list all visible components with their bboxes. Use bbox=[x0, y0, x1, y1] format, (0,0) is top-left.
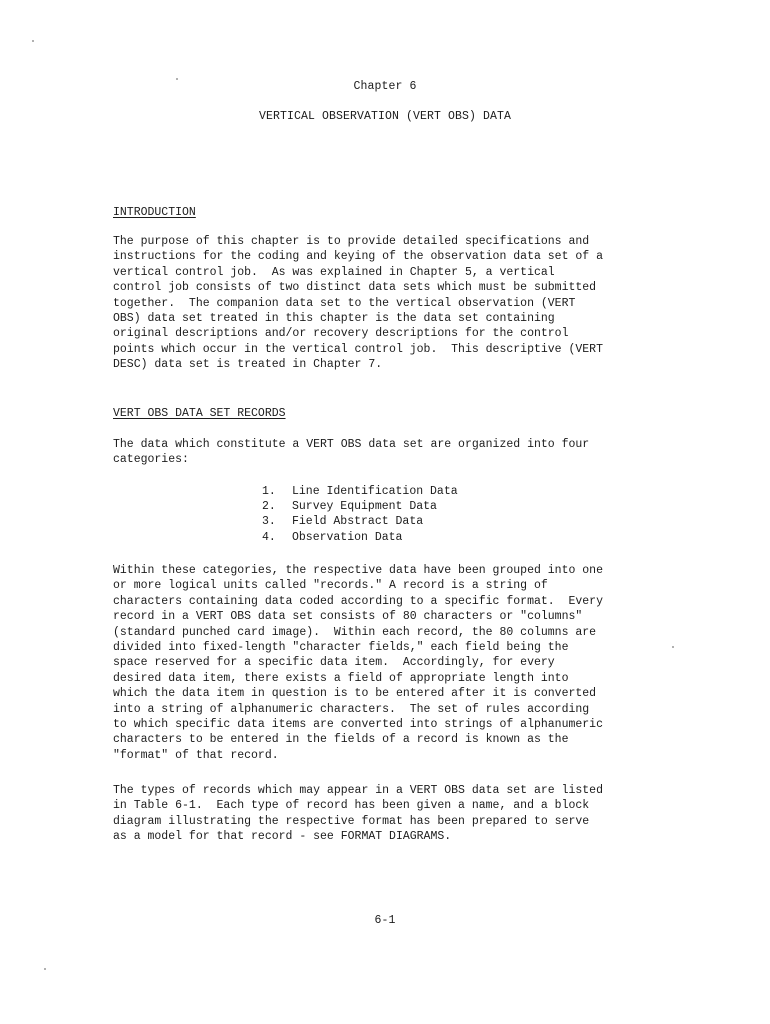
text-line: to which specific data items are converted into strings of alphanumeric bbox=[113, 718, 603, 732]
text-line: desired data item, there exists a field of appropriate length into bbox=[113, 671, 569, 685]
text-line: record in a VERT OBS data set consists of 80 characters or "columns" bbox=[113, 610, 583, 624]
categories-list bbox=[262, 484, 458, 545]
text-line: divided into fixed-length "character fields," each field being the bbox=[113, 641, 569, 655]
records-intro-paragraph bbox=[113, 437, 658, 468]
text-line: Within these categories, the respective data have been grouped into one bbox=[113, 564, 603, 577]
text-line: vertical control job. As was explained in Chapter 5, a vertical bbox=[113, 265, 555, 279]
text-line: in Table 6-1. Each type of record has been given a name, and a block bbox=[113, 799, 590, 813]
text-line: instructions for the coding and keying of the observation data set of a bbox=[113, 250, 603, 264]
text-line: as a model for that record - see FORMAT DIAGRAMS. bbox=[113, 830, 452, 844]
text-line: "format" of that record. bbox=[113, 748, 279, 762]
introduction-paragraph bbox=[113, 234, 658, 373]
text-line: The data which constitute a VERT OBS data set are organized into four bbox=[113, 438, 590, 451]
text-line: (standard punched card image). Within each record, the 80 columns are bbox=[113, 625, 597, 639]
list-item bbox=[262, 499, 458, 514]
text-line: OBS) data set treated in this chapter is the data set containing bbox=[113, 312, 555, 326]
text-line: control job consists of two distinct data sets which must be submitted bbox=[113, 281, 597, 295]
text-line: points which occur in the vertical control job. This descriptive (VERT bbox=[113, 342, 603, 356]
list-item bbox=[262, 530, 458, 545]
section-heading-introduction: INTRODUCTION bbox=[113, 206, 196, 219]
text-line: characters to be entered in the fields of a record is known as the bbox=[113, 733, 569, 747]
text-line: DESC) data set is treated in Chapter 7. bbox=[113, 358, 383, 372]
text-line: characters containing data coded according to a specific format. Every bbox=[113, 594, 603, 608]
list-item-number: 4. bbox=[262, 530, 276, 544]
text-line: space reserved for a specific data item. Accordingly, for every bbox=[113, 656, 555, 670]
records-paragraph-2 bbox=[113, 563, 658, 763]
scan-speck bbox=[32, 40, 34, 42]
list-item-number: 3. bbox=[262, 515, 276, 529]
list-item-label: Line Identification Data bbox=[292, 485, 458, 498]
text-line: categories: bbox=[113, 453, 189, 467]
text-line: The purpose of this chapter is to provide detailed specifications and bbox=[113, 235, 590, 248]
records-paragraph-3 bbox=[113, 783, 658, 845]
section-heading-records: VERT OBS DATA SET RECORDS bbox=[113, 407, 286, 420]
list-item-label: Survey Equipment Data bbox=[292, 500, 437, 514]
list-item-number: 1. bbox=[262, 485, 276, 498]
list-item bbox=[262, 514, 458, 529]
scan-speck bbox=[44, 968, 46, 970]
scan-speck bbox=[672, 646, 674, 648]
text-line: diagram illustrating the respective format has been prepared to serve bbox=[113, 814, 590, 828]
page-title: VERTICAL OBSERVATION (VERT OBS) DATA bbox=[258, 110, 512, 123]
text-line: together. The companion data set to the vertical observation (VERT bbox=[113, 296, 576, 310]
list-item-label: Observation Data bbox=[292, 530, 403, 544]
list-item bbox=[262, 484, 458, 499]
list-item-label: Field Abstract Data bbox=[292, 515, 424, 529]
text-line: original descriptions and/or recovery descriptions for the control bbox=[113, 327, 569, 341]
text-line: into a string of alphanumeric characters. The set of rules according bbox=[113, 702, 590, 716]
list-item-number: 2. bbox=[262, 500, 276, 514]
text-line: or more logical units called "records." A record is a string of bbox=[113, 579, 548, 593]
text-line: which the data item in question is to be entered after it is converted bbox=[113, 687, 597, 701]
chapter-label: Chapter 6 bbox=[353, 80, 417, 93]
text-line: The types of records which may appear in a VERT OBS data set are listed bbox=[113, 784, 603, 797]
page-number: 6-1 bbox=[374, 914, 396, 927]
